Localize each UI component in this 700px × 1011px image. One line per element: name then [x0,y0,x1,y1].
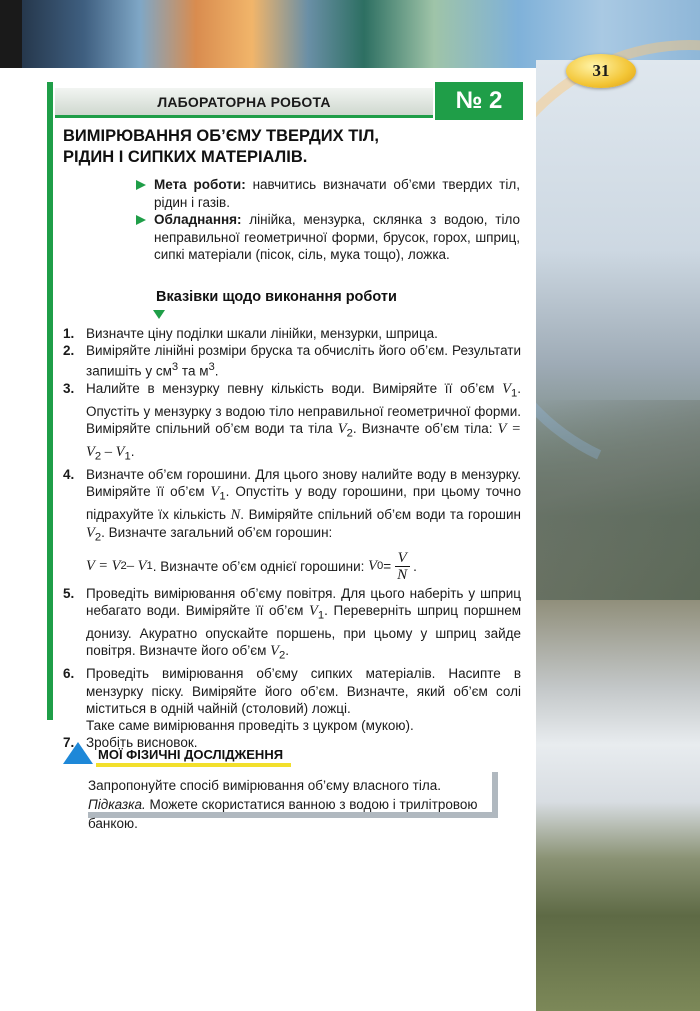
arrow-right-icon [136,180,146,190]
step-text: . [130,444,135,460]
hint-label: Підказка. [88,797,146,812]
step-text: . Опустіть у воду горошини, при цьому точно підрахуйте їх кількість [86,484,521,523]
step-text: Виміряйте лінійні розміри бруска та обчисліть його об’єм. Результати запишіть у см [86,343,521,379]
banner-edge [0,0,22,68]
lab-number: № 2 [435,82,523,120]
instructions-heading: Вказівки щодо виконання роботи [156,289,397,305]
subscript: 1 [317,610,325,623]
step-number: 2. [63,343,75,359]
step-text: та м [178,363,209,379]
lab-title [63,126,523,168]
math-var: = V [86,421,521,461]
subscript: 2 [94,450,102,463]
math-var: V [86,525,95,542]
step-number: 5. [63,586,75,602]
superscript: 3 [171,361,179,374]
step-text: . [214,363,219,379]
formula-line [86,550,521,583]
goal-item [136,176,520,211]
math-var: – V [101,444,125,461]
goal-text: навчитись визначати об’єми твердих тіл, рідин і газів. [154,177,520,210]
step-number: 3. [63,381,75,397]
research-hint [88,795,492,833]
research-line: Запропонуйте спосіб вимірювання об’єму власного тіла. [88,778,441,793]
steps-list [63,325,521,751]
arrow-right-icon [136,215,146,225]
research-box [88,772,498,831]
math-var: V [368,558,377,575]
arrow-down-icon [153,310,165,319]
lab-title-line1: ВИМІРЮВАННЯ ОБ’ЄМУ ТВЕРДИХ ТІЛ, [63,127,380,145]
step-text: . [413,559,417,575]
step-number: 4. [63,466,75,482]
step-text: Проведіть вимірювання об’єму повітря. Для цього наберіть у шприц небагато води. Виміряйте її об’єм [86,586,521,619]
subscript: 2 [346,427,353,440]
step-2 [63,342,521,380]
math-var: V = V [86,558,121,575]
fraction [394,550,410,583]
subscript: 0 [376,560,384,573]
step-text: Визначте об’єм горошини. Для цього знову налийте воду в мензурку. Виміряйте її об’єм [86,466,521,500]
subscript: 2 [279,650,286,663]
step-5 [63,585,521,665]
hint-text: Можете скористатися ванною з водою і трилітровою банкою. [88,797,478,831]
step-text: . Переверніть шприц поршнем донизу. Акуратно опускайте поршень, при цьому у шприц зайде повітря. Визначте його об’єм [86,603,521,659]
fraction-numerator: V [395,550,410,567]
goal-label: Мета роботи: [154,177,246,192]
step-1 [63,325,521,342]
step-4 [63,466,521,583]
step-text: . Визначте загальний об’єм горошин: [101,525,333,541]
equipment-label: Обладнання: [154,212,242,227]
step-number: 1. [63,326,75,341]
fraction-denominator: N [397,567,408,584]
subscript: 2 [94,531,102,544]
subscript: 1 [124,450,131,463]
step-text: . Опустіть у мензурку з водою тіло неправильної геометричної форми. Виміряйте спільний об’єм води та тіла [86,381,521,437]
research-title: МОЇ ФІЗИЧНІ ДОСЛІДЖЕННЯ [96,747,291,767]
math-var: N [230,507,241,524]
step-text: . Визначте об’єм тіла: [352,421,498,437]
math-var: V [210,484,220,501]
math-var: V [502,381,511,398]
subscript: 1 [146,560,153,573]
step-text: Визначте ціну поділки шкали лінійки, мензурки, шприца. [86,326,438,341]
page-number: 31 [566,54,636,88]
lab-header [47,82,523,120]
superscript: 3 [208,361,215,374]
subscript: 1 [219,490,226,503]
green-margin-bar [47,82,53,720]
step-text: . [285,643,290,659]
math-var: – V [126,558,147,575]
step-number: 7. [63,735,75,751]
step-6-extra: Таке саме вимірювання проведіть з цукром (мукою). [86,717,414,733]
equipment-item [136,211,520,264]
step-3 [63,380,521,466]
triangle-icon [63,742,93,764]
lab-title-line2: РІДИН І СИПКИХ МАТЕРІАЛІВ. [63,148,308,166]
step-text: . Виміряйте спільний об’єм води та горошин [240,507,521,523]
goals-block [136,176,520,264]
step-6 [63,665,521,717]
step-text: . Визначте об’єм однієї горошини: [152,559,365,575]
math-var: V [337,421,347,438]
subscript: 2 [120,560,127,573]
step-text: Налийте в мензурку певну кількість води. Виміряйте її об’єм [86,381,503,397]
equipment-text: лінійка, мензурка, склянка з водою, тіло неправильної геометричної форми, брусок, горох, шприц, сипкі матеріали (пісок, сіль, мука тощо), ложка. [154,212,520,262]
step-text: Проведіть вимірювання об’єму сипких матеріалів. Насипте в мензурку піску. Виміряйте його об’єм. Визначте, який об’єм солі міститься в одній чайній (столовий) ложці. [86,666,521,716]
subscript: 1 [510,387,518,400]
math-var: V [497,421,507,438]
lab-label: ЛАБОРАТОРНА РОБОТА [55,88,433,118]
step-number: 6. [63,666,75,682]
step-text: = [383,559,392,575]
math-var: V [270,643,280,660]
math-var: V [309,603,318,620]
step-text: Зробіть висновок. [86,735,198,751]
